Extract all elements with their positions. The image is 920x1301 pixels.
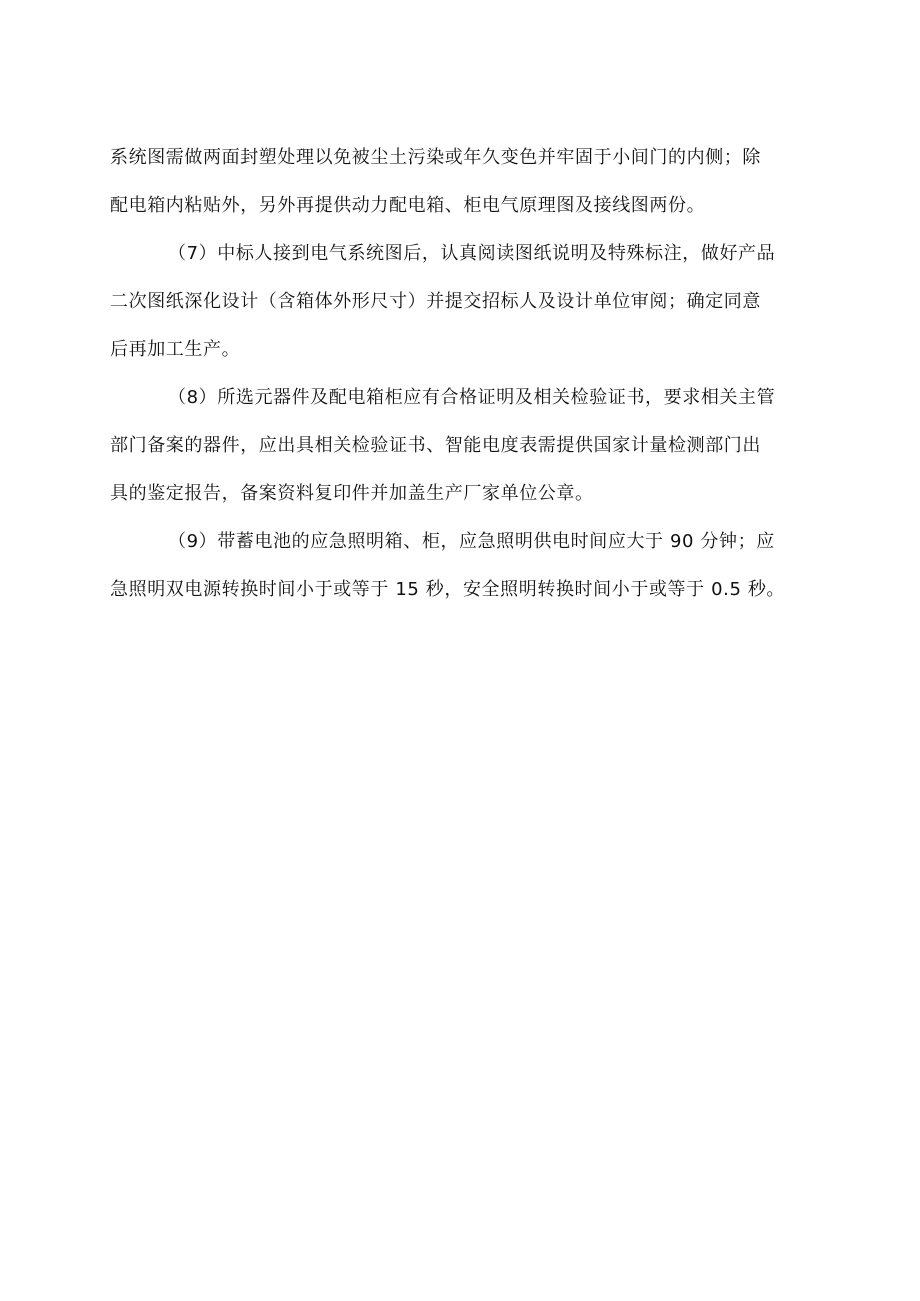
paragraph-system-diagram [110,134,822,230]
paragraph-line: 后再加工生产。 [110,339,241,360]
paragraph-item-9 [110,518,822,614]
paragraph-line: 具的鉴定报告，备案资料复印件并加盖生产厂家单位公章。 [110,483,594,504]
paragraph-item-7 [110,230,822,374]
paragraph-line: 急照明双电源转换时间小于或等于 15 秒，安全照明转换时间小于或等于 0.5 秒。 [110,579,786,600]
paragraph-line: 配电箱内粘贴外，另外再提供动力配电箱、柜电气原理图及接线图两份。 [110,195,706,216]
paragraph-line: （7）中标人接到电气系统图后，认真阅读图纸说明及特殊标注，做好产品 [168,243,776,264]
paragraph-line: 系统图需做两面封塑处理以免被尘土污染或年久变色并牢固于小间门的内侧；除 [110,147,761,168]
paragraph-line: （9）带蓄电池的应急照明箱、柜，应急照明供电时间应大于 90 分钟；应 [168,531,775,552]
paragraph-item-8 [110,374,822,518]
paragraph-line: 部门备案的器件，应出具相关检验证书、智能电度表需提供国家计量检测部门出 [110,435,761,456]
paragraph-line: （8）所选元器件及配电箱柜应有合格证明及相关检验证书，要求相关主管 [168,387,776,408]
paragraph-line: 二次图纸深化设计（含箱体外形尺寸）并提交招标人及设计单位审阅；确定同意 [110,291,761,312]
document-body [110,134,822,614]
